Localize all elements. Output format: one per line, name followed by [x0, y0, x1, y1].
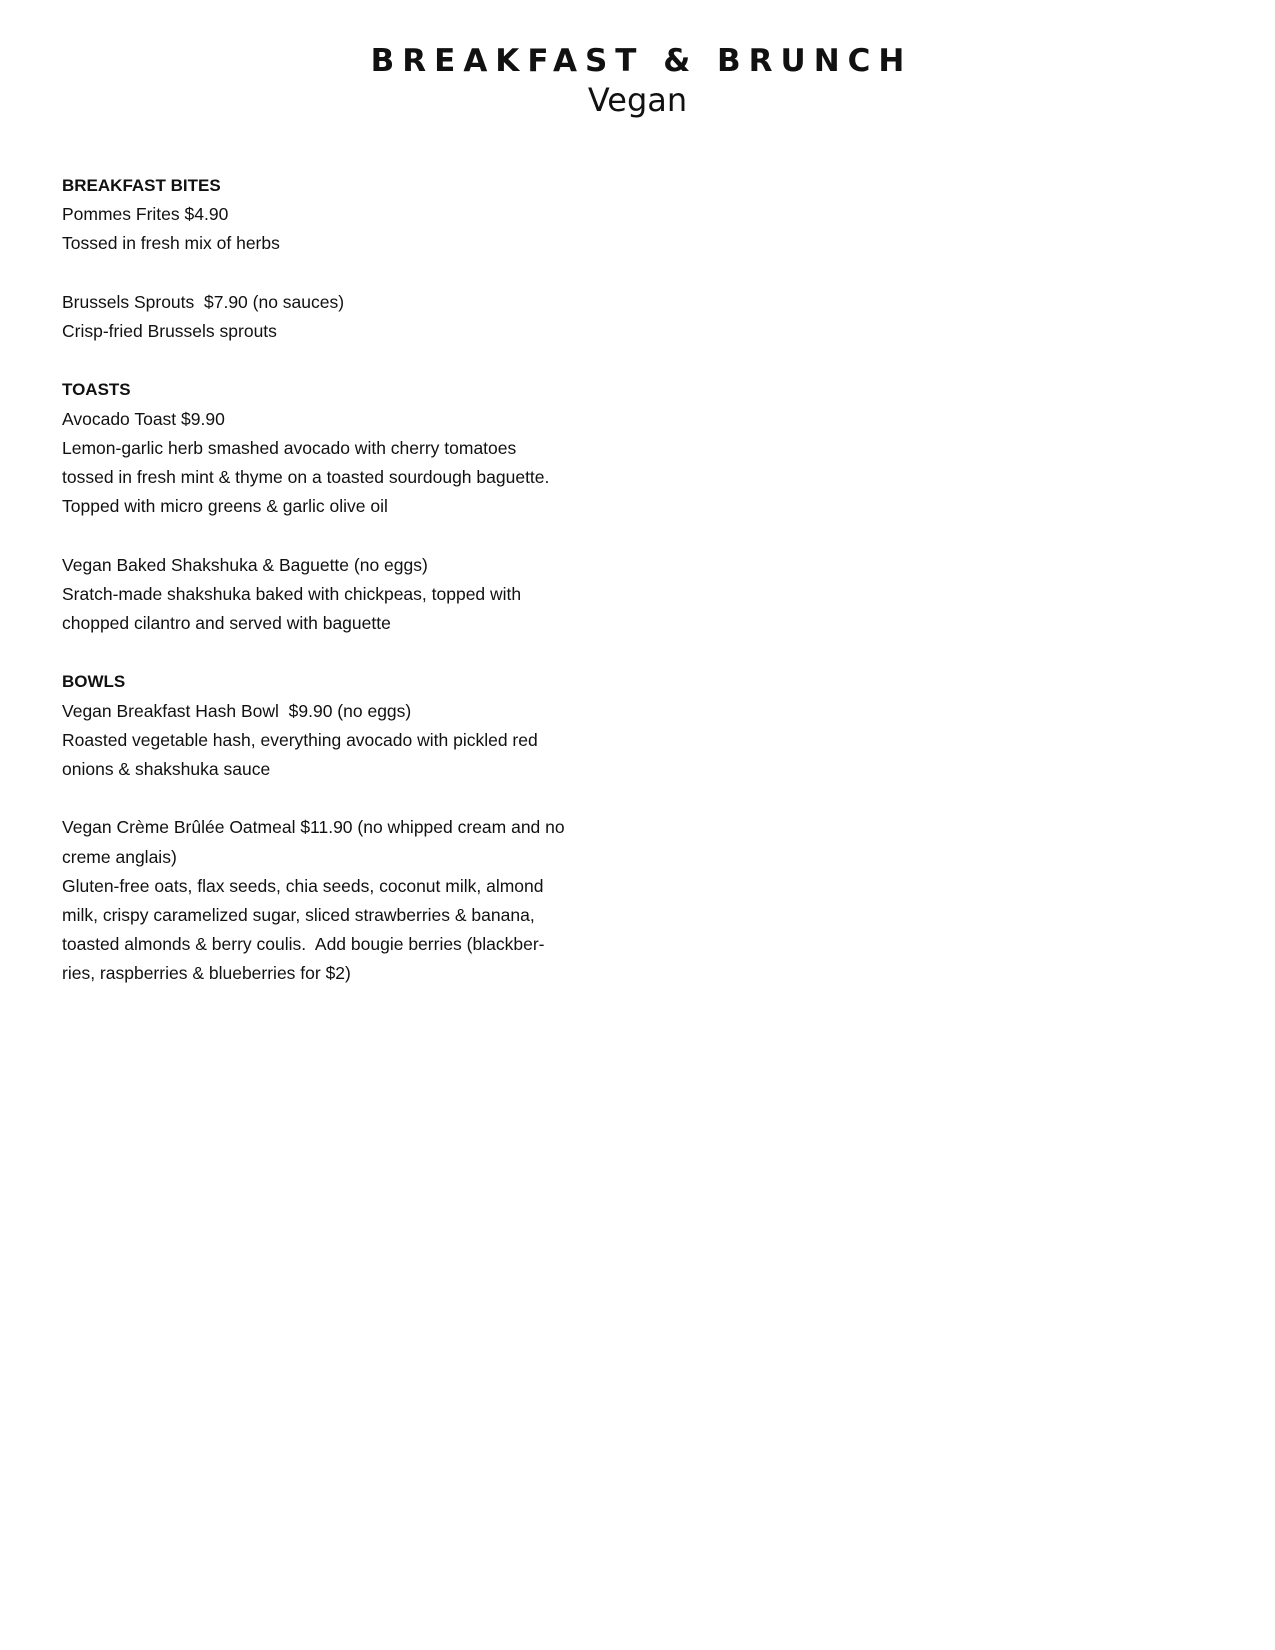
section-heading: TOASTS [62, 380, 131, 400]
item-description: Roasted vegetable hash, everything avocado with pickled red [62, 729, 538, 750]
menu-header [0, 42, 1275, 120]
section-breakfast-bites [62, 171, 602, 346]
menu-content [62, 171, 602, 989]
item-description: toasted almonds & berry coulis. Add bougie berries (blackber- [62, 934, 545, 955]
menu-item-brussels-sprouts [62, 288, 602, 346]
menu-item-pommes-frites [62, 200, 602, 258]
item-description: Crisp-fried Brussels sprouts [62, 321, 277, 341]
item-description: ries, raspberries & blueberries for $2) [62, 963, 351, 984]
item-description: onions & shakshuka sauce [62, 759, 271, 779]
menu-subtitle: Vegan [587, 81, 688, 119]
item-description: chopped cilantro and served with baguette [62, 613, 391, 633]
menu-item-vegan-hash-bowl [62, 697, 602, 785]
item-description: tossed in fresh mint & thyme on a toasted sourdough baguette. [62, 467, 550, 487]
section-heading: BREAKFAST BITES [62, 176, 221, 195]
item-name-price: Vegan Baked Shakshuka & Baguette (no eggs) [62, 554, 428, 575]
item-description: Topped with micro greens & garlic olive oil [62, 496, 388, 517]
section-heading: BOWLS [62, 672, 126, 692]
item-description: Gluten-free oats, flax seeds, chia seeds, coconut milk, almond [62, 875, 544, 896]
menu-item-vegan-creme-brulee-oatmeal [62, 813, 602, 988]
menu-item-avocado-toast [62, 405, 602, 522]
item-name-price: Avocado Toast $9.90 [62, 408, 225, 429]
item-description: milk, crispy caramelized sugar, sliced strawberries & banana, [62, 905, 535, 925]
item-name-price-continued: creme anglais) [62, 846, 177, 867]
item-description: Lemon-garlic herb smashed avocado with cherry tomatoes [62, 437, 517, 458]
menu-title: BREAKFAST & BRUNCH [370, 43, 913, 79]
section-toasts [62, 375, 602, 638]
section-bowls [62, 667, 602, 988]
item-description: Tossed in fresh mix of herbs [62, 233, 280, 254]
item-name-price: Vegan Breakfast Hash Bowl $9.90 (no eggs) [62, 700, 412, 721]
menu-item-vegan-shakshuka [62, 551, 602, 639]
item-name-price: Brussels Sprouts $7.90 (no sauces) [62, 291, 345, 312]
item-name-price: Vegan Crème Brûlée Oatmeal $11.90 (no whipped cream and no [62, 817, 565, 838]
item-description: Sratch-made shakshuka baked with chickpeas, topped with [62, 583, 522, 604]
item-name-price: Pommes Frites $4.90 [62, 204, 229, 225]
